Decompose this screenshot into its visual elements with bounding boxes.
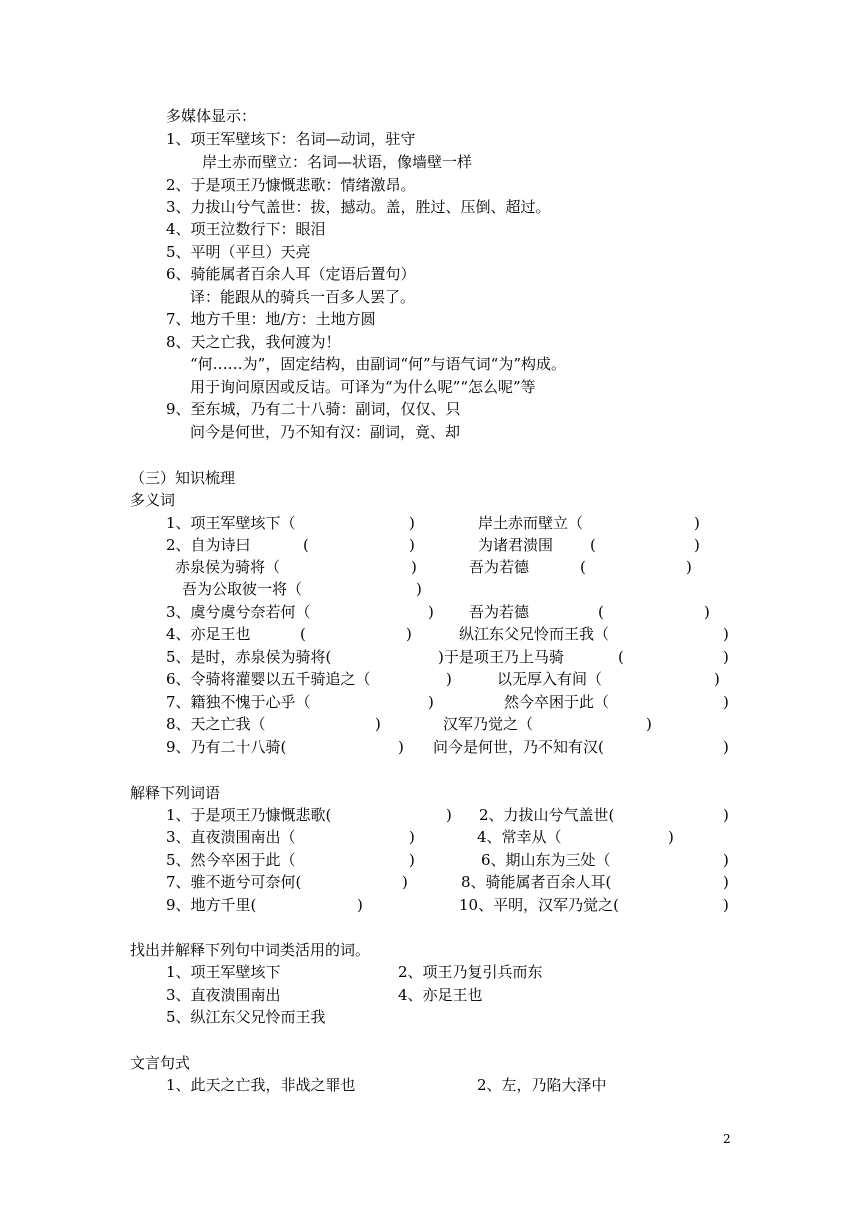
polysemy-item: ) xyxy=(723,625,729,643)
polysemy-item: ( xyxy=(580,558,586,576)
polysemy-item: 2、自为诗曰 xyxy=(166,536,251,554)
polysemy-item: ) xyxy=(686,558,692,576)
polysemy-item: 以无厚入有间（ xyxy=(497,670,603,688)
polysemy-item: 3、虞兮虞兮奈若何（ xyxy=(166,603,311,621)
polysemy-item: ) xyxy=(428,693,434,711)
polysemy-item: ) xyxy=(406,625,412,643)
polysemy-item: ) xyxy=(723,738,729,756)
syntax-item: 2、左，乃陷大泽中 xyxy=(477,1076,607,1094)
explain-item: ) xyxy=(668,828,674,846)
wordclass-item: 2、项王乃复引兵而东 xyxy=(398,963,543,981)
explain-item: 2、力拔山兮气盖世( xyxy=(479,806,615,824)
explain-item: ) xyxy=(723,851,729,869)
multimedia-line: 7、地方千里：地/方：土地方圆 xyxy=(166,310,376,328)
explain-item: 5、然今卒困于此（ xyxy=(166,851,296,869)
page-number: 2 xyxy=(723,1132,731,1146)
explain-item: 9、地方千里( xyxy=(166,896,257,914)
polysemy-item: 6、令骑将灌婴以五千骑追之（ xyxy=(166,670,371,688)
explain-item: ) xyxy=(723,806,729,824)
polysemy-item: 9、乃有二十八骑( xyxy=(166,738,287,756)
polysemy-item: ( xyxy=(590,536,596,554)
polysemy-item: 吾为若德 xyxy=(469,603,530,621)
polysemy-item: ) xyxy=(723,693,729,711)
explain-item: 6、期山东为三处（ xyxy=(481,851,611,869)
explain-item: ) xyxy=(446,806,452,824)
multimedia-line: 2、于是项王乃慷慨悲歌：情绪激昂。 xyxy=(166,176,416,194)
polysemy-item: ) xyxy=(409,536,415,554)
multimedia-line: 岸土赤而壁立：名词—状语，像墙壁一样 xyxy=(202,153,473,171)
explain-title: 解释下列词语 xyxy=(130,784,221,802)
multimedia-line: 5、平明（平旦）天亮 xyxy=(166,243,311,261)
polysemy-item: ( xyxy=(618,648,624,666)
explain-item: 8、骑能属者百余人耳( xyxy=(461,873,612,891)
polysemy-item: 赤泉侯为骑将（ xyxy=(175,558,281,576)
polysemy-item: ) xyxy=(646,715,652,733)
syntax-item: 1、此天之亡我，非战之罪也 xyxy=(166,1076,356,1094)
polysemy-item: 纵江东父兄怜而王我（ xyxy=(459,625,610,643)
explain-item: ) xyxy=(409,851,415,869)
polysemy-item: 问今是何世，乃不知有汉( xyxy=(433,738,604,756)
explain-item: ) xyxy=(357,896,363,914)
polysemy-item: ( xyxy=(303,536,309,554)
multimedia-heading: 多媒体显示： xyxy=(166,107,257,125)
polysemy-title: 多义词 xyxy=(130,491,176,509)
syntax-title: 文言句式 xyxy=(130,1054,191,1072)
polysemy-item: 7、籍独不愧于心乎（ xyxy=(166,693,311,711)
polysemy-item: ) xyxy=(723,648,729,666)
explain-item: 4、常幸从（ xyxy=(477,828,562,846)
polysemy-item: 吾为若德 xyxy=(469,558,530,576)
polysemy-item: ) xyxy=(694,514,700,532)
multimedia-line: 用于询问原因或反诘。可译为“为什么呢”“怎么呢”等 xyxy=(190,378,536,396)
multimedia-line: 4、项王泣数行下：眼泪 xyxy=(166,220,326,238)
explain-item: 1、于是项王乃慷慨悲歌( xyxy=(166,806,332,824)
polysemy-item: ) xyxy=(446,670,452,688)
section-title: （三）知识梳理 xyxy=(130,469,236,487)
explain-item: ) xyxy=(723,873,729,891)
explain-item: 3、直夜溃围南出（ xyxy=(166,828,296,846)
explain-item: 7、骓不逝兮可奈何( xyxy=(166,873,302,891)
polysemy-item: ) xyxy=(416,580,422,598)
multimedia-line: 8、天之亡我，我何渡为！ xyxy=(166,333,341,351)
multimedia-line: 问今是何世，乃不知有汉：副词，竟、却 xyxy=(190,423,461,441)
multimedia-line: 1、项王军壁垓下：名词—动词，驻守 xyxy=(166,130,416,148)
polysemy-item: 汉军乃觉之（ xyxy=(443,715,534,733)
explain-item: ) xyxy=(723,896,729,914)
polysemy-item: 岸土赤而壁立（ xyxy=(478,514,584,532)
polysemy-item: 然今卒困于此（ xyxy=(504,693,610,711)
wordclass-item: 4、亦足王也 xyxy=(398,986,483,1004)
polysemy-item: ) xyxy=(411,558,417,576)
polysemy-item: ) xyxy=(704,603,710,621)
polysemy-item: ) xyxy=(714,670,720,688)
wordclass-title: 找出并解释下列句中词类活用的词。 xyxy=(130,941,371,959)
explain-item: ) xyxy=(402,873,408,891)
polysemy-item: ) xyxy=(694,536,700,554)
multimedia-line: “何……为”，固定结构，由副词“何”与语气词“为”构成。 xyxy=(190,355,567,373)
polysemy-item: ( xyxy=(598,603,604,621)
polysemy-item: 为诸君溃围 xyxy=(478,536,554,554)
polysemy-item: 4、亦足王也 xyxy=(166,625,251,643)
polysemy-item: 1、项王军壁垓下（ xyxy=(166,514,296,532)
polysemy-item: ) xyxy=(409,514,415,532)
polysemy-item: 8、天之亡我（ xyxy=(166,715,266,733)
polysemy-item: ) xyxy=(398,738,404,756)
polysemy-item: )于是项王乃上马骑 xyxy=(438,648,564,666)
polysemy-item: ) xyxy=(375,715,381,733)
polysemy-item: 吾为公取彼一将（ xyxy=(182,580,303,598)
explain-item: 10、平明，汉军乃觉之( xyxy=(459,896,619,914)
multimedia-line: 3、力拔山兮气盖世：拔，撼动。盖，胜过、压倒、超过。 xyxy=(166,198,551,216)
polysemy-item: ) xyxy=(428,603,434,621)
polysemy-item: ( xyxy=(300,625,306,643)
wordclass-item: 3、直夜溃围南出 xyxy=(166,986,281,1004)
wordclass-item: 1、项王军壁垓下 xyxy=(166,963,281,981)
multimedia-line: 6、骑能属者百余人耳（定语后置句） xyxy=(166,265,416,283)
polysemy-item: 5、是时，赤泉侯为骑将( xyxy=(166,648,332,666)
multimedia-line: 译：能跟从的骑兵一百多人罢了。 xyxy=(190,288,416,306)
wordclass-item: 5、纵江东父兄怜而王我 xyxy=(166,1008,326,1026)
multimedia-line: 9、至东城，乃有二十八骑：副词，仅仅、只 xyxy=(166,400,461,418)
explain-item: ) xyxy=(409,828,415,846)
